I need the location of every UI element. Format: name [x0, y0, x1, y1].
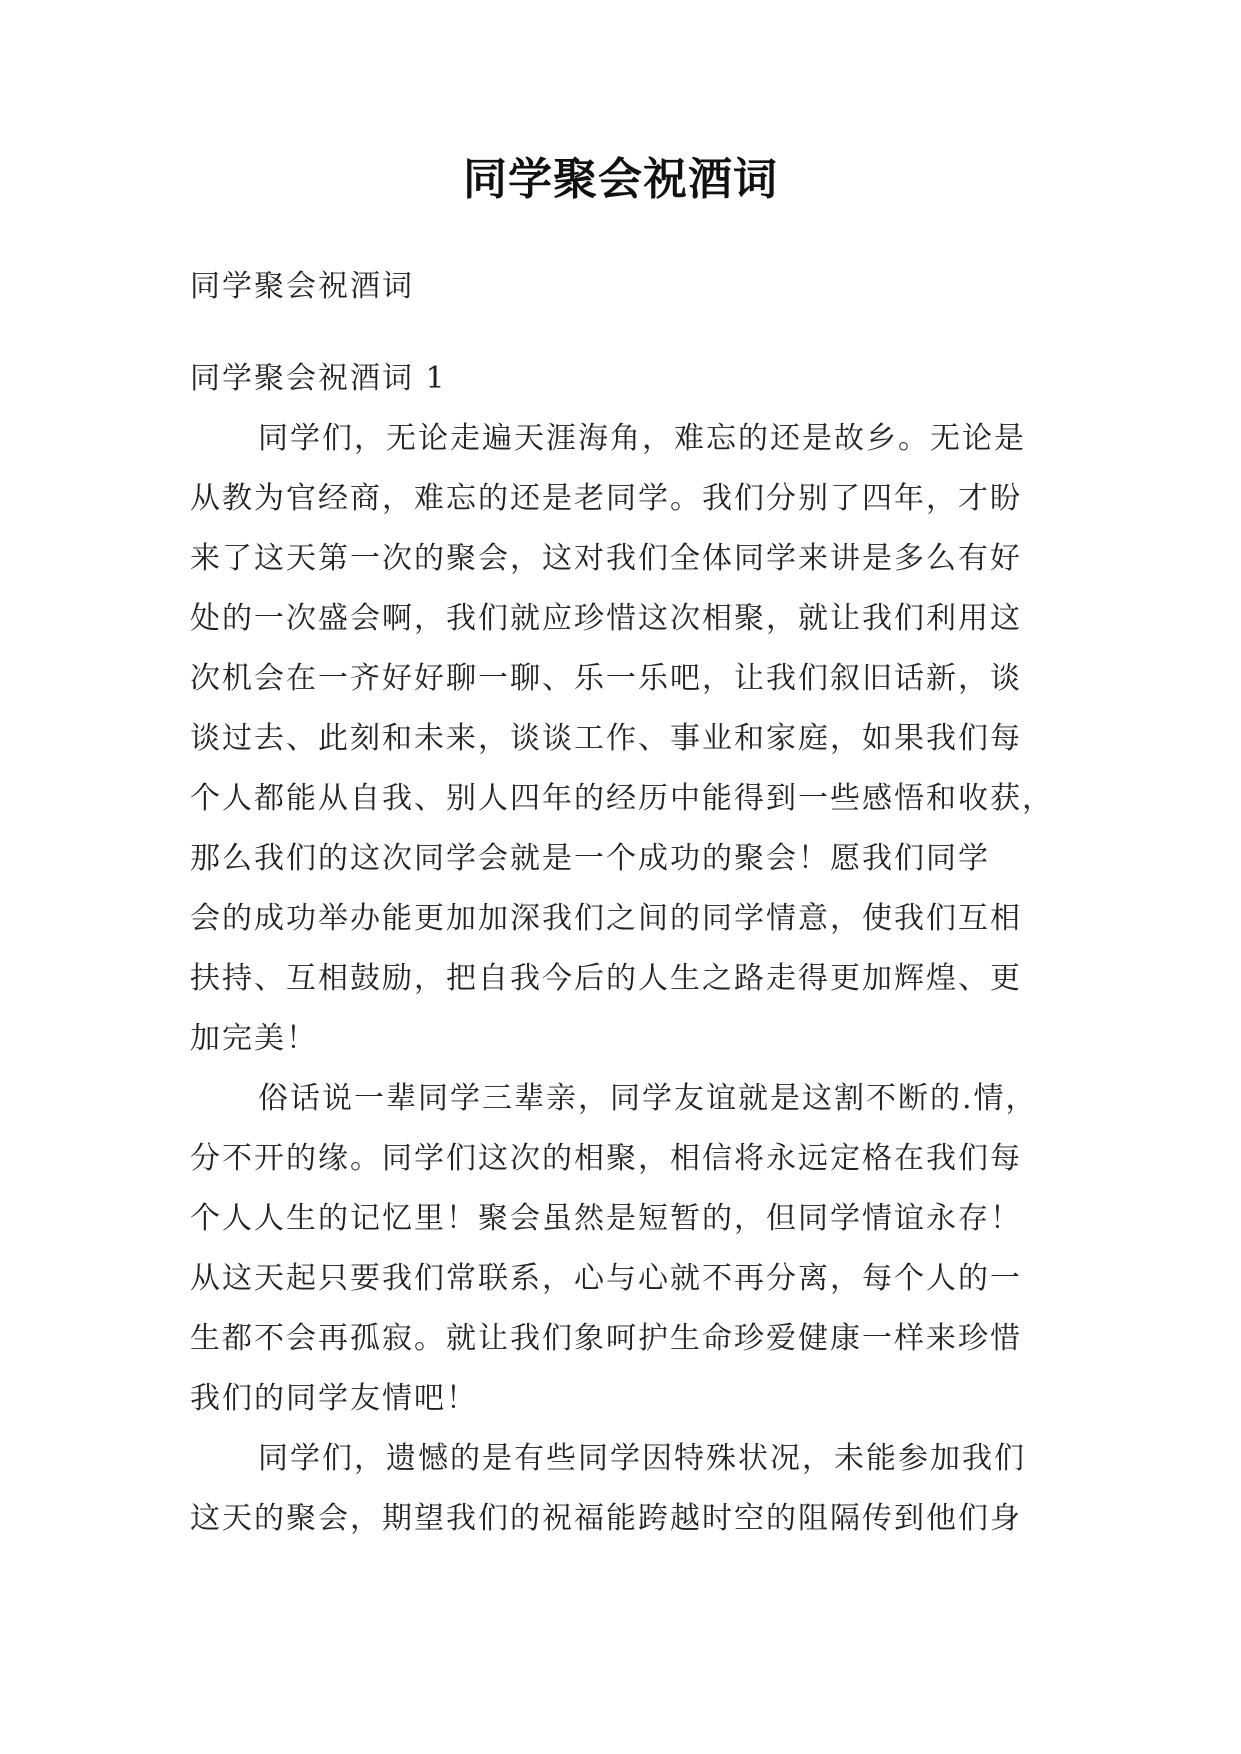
page-title: 同学聚会祝酒词: [463, 154, 778, 205]
paragraph-line: 生都不会再孤寂。就让我们象呵护生命珍爱健康一样来珍惜: [190, 1321, 1022, 1356]
paragraph-line: 这天的聚会，期望我们的祝福能跨越时空的阻隔传到他们身: [190, 1501, 1022, 1536]
paragraph-line: 从这天起只要我们常联系，心与心就不再分离，每个人的一: [190, 1261, 1022, 1296]
paragraph-line: 个人都能从自我、别人四年的经历中能得到一些感悟和收获，: [190, 781, 1054, 816]
document-subtitle: 同学聚会祝酒词: [190, 269, 414, 304]
paragraph-line: 从教为官经商，难忘的还是老同学。我们分别了四年，才盼: [190, 481, 1022, 516]
paragraph-line: 处的一次盛会啊，我们就应珍惜这次相聚，就让我们利用这: [190, 601, 1022, 636]
paragraph: [190, 1069, 1050, 1429]
paragraph-line: 同学们，无论走遍天涯海角，难忘的还是故乡。无论是: [258, 421, 1026, 456]
paragraph-line: 我们的同学友情吧！: [190, 1381, 478, 1416]
document-body: [190, 257, 1054, 1549]
paragraph-line: 分不开的缘。同学们这次的相聚，相信将永远定格在我们每: [190, 1141, 1022, 1176]
paragraph-line: 加完美！: [190, 1021, 318, 1056]
paragraph-line: 俗话说一辈同学三辈亲，同学友谊就是这割不断的.情，: [258, 1081, 1038, 1116]
paragraph-line: 来了这天第一次的聚会，这对我们全体同学来讲是多么有好: [190, 541, 1022, 576]
paragraph-line: 扶持、互相鼓励，把自我今后的人生之路走得更加辉煌、更: [190, 961, 1022, 996]
paragraph-line: 次机会在一齐好好聊一聊、乐一乐吧，让我们叙旧话新，谈: [190, 661, 1022, 696]
paragraph: [190, 1429, 1050, 1549]
paragraph-line: 谈过去、此刻和未来，谈谈工作、事业和家庭，如果我们每: [190, 721, 1022, 756]
paragraph-line: 会的成功举办能更加加深我们之间的同学情意，使我们互相: [190, 901, 1022, 936]
paragraph: [190, 409, 1054, 1069]
paragraph-line: 个人人生的记忆里！聚会虽然是短暂的，但同学情谊永存！: [190, 1201, 1022, 1236]
paragraph-line: 那么我们的这次同学会就是一个成功的聚会！愿我们同学: [190, 841, 990, 876]
section-heading: 同学聚会祝酒词 1: [190, 361, 447, 396]
paragraph-line: 同学们，遗憾的是有些同学因特殊状况，未能参加我们: [258, 1441, 1026, 1476]
